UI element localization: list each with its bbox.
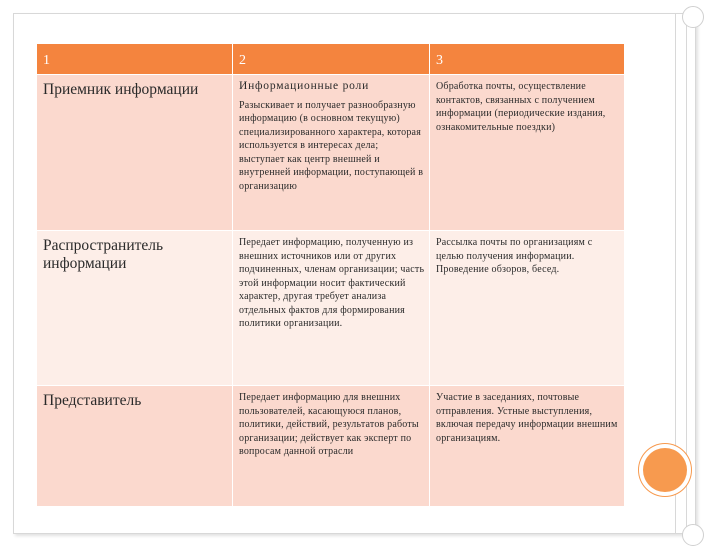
description-cell: Передает информацию, полученную из внешних источников или от других подчиненных, членам организации; часть этой информации носит фактический характер, другая требует анализа отдельных фактов для формирования политики организации. bbox=[233, 231, 430, 386]
role-cell: Представитель bbox=[37, 386, 233, 507]
corner-ornament-bottom bbox=[682, 524, 704, 546]
header-cell-3: 3 bbox=[430, 44, 625, 75]
description-cell bbox=[233, 75, 430, 231]
activities-cell: Рассылка почты по организациям с целью получения информации. Проведение обзоров, бесед. bbox=[430, 231, 625, 386]
column-subheading: Информационные роли bbox=[239, 80, 370, 92]
header-cell-2: 2 bbox=[233, 44, 430, 75]
information-roles-table bbox=[36, 43, 625, 507]
accent-circle-ornament bbox=[643, 448, 687, 492]
role-cell: Распространитель информации bbox=[37, 231, 233, 386]
role-cell: Приемник информации bbox=[37, 75, 233, 231]
activities-cell: Обработка почты, осуществление контактов, связанных с получением информации (периодические издания, ознакомительные поездки) bbox=[430, 75, 625, 231]
table-header-row bbox=[37, 44, 625, 75]
description-text: Разыскивает и получает разнообразную информацию (в основном текущую) специализированного характера, которая используется в интересах дела; выступает как центр внешней и внутренней информации, поступающей в организацию bbox=[239, 99, 424, 192]
description-cell: Передает информацию для внешних пользователей, касающуюся планов, политики, действий, результатов работы организации; действует как эксперт по вопросам данной отрасли bbox=[233, 386, 430, 507]
table-row bbox=[37, 231, 625, 386]
table-row bbox=[37, 386, 625, 507]
header-cell-1: 1 bbox=[37, 44, 233, 75]
table-row bbox=[37, 75, 625, 231]
activities-cell: Участие в заседаниях, почтовые отправления. Устные выступления, включая передачу информации внешним организациям. bbox=[430, 386, 625, 507]
corner-ornament-top bbox=[682, 6, 704, 28]
